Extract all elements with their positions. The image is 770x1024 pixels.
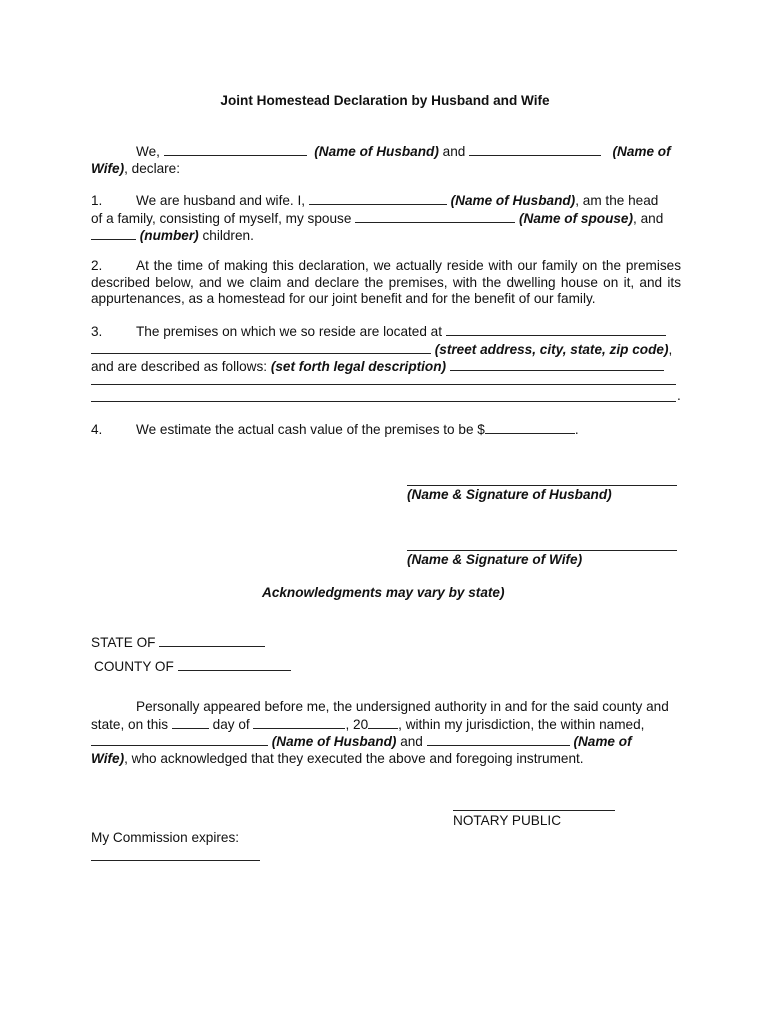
notary-wife: Wife) xyxy=(91,750,125,766)
p1-name-spouse: (Name of spouse) xyxy=(518,210,634,226)
p4-period: . xyxy=(574,422,579,437)
notary-paragraph xyxy=(91,699,681,767)
p3-legal-blank-1[interactable] xyxy=(450,358,664,371)
p4-value-blank[interactable] xyxy=(485,421,575,434)
intro-paragraph xyxy=(91,143,681,177)
notary-text-4: , who acknowledged that they executed the above and foregoing instrument. xyxy=(124,750,584,766)
p1-text-3: of a family, consisting of myself, my spouse xyxy=(91,210,352,226)
husband-name-blank[interactable] xyxy=(164,143,307,156)
state-of-row xyxy=(91,634,265,650)
intro-and: and xyxy=(442,144,466,159)
paragraph-1 xyxy=(91,192,681,245)
notary-and: and xyxy=(400,734,423,750)
paragraph-1-number: 1. xyxy=(91,193,103,208)
p4-text: We estimate the actual cash value of the premises to be $ xyxy=(136,422,485,437)
state-of-label: STATE OF xyxy=(91,635,156,650)
document-title: Joint Homestead Declaration by Husband and Wife xyxy=(220,93,550,108)
paragraph-3 xyxy=(91,323,681,376)
notary-name-husband: (Name of Husband) xyxy=(271,734,397,750)
commission-expires-line[interactable] xyxy=(91,860,260,861)
p3-legal-blank-3[interactable] xyxy=(91,401,676,402)
p3-location-blank-2[interactable] xyxy=(91,341,431,354)
intro-name-husband: (Name of Husband) xyxy=(314,144,439,159)
notary-text-1: Personally appeared before me, the undersigned authority in and for the said county and xyxy=(136,699,669,714)
p1-number-label: (number) xyxy=(139,228,199,244)
paragraph-4 xyxy=(91,421,681,439)
notary-text-2b: day of xyxy=(212,716,250,732)
intro-we: We, xyxy=(136,144,160,159)
paragraph-2 xyxy=(91,258,681,308)
p1-husband-blank[interactable] xyxy=(309,192,447,205)
p1-number-blank[interactable] xyxy=(91,227,136,240)
notary-text-2d: , within my jurisdiction, the within named, xyxy=(398,716,645,732)
intro-wife: Wife) xyxy=(91,160,125,176)
p3-location-blank-1[interactable] xyxy=(446,323,666,336)
wife-name-blank[interactable] xyxy=(469,143,601,156)
county-of-blank[interactable] xyxy=(178,658,291,671)
wife-signature-label: (Name & Signature of Wife) xyxy=(407,552,583,567)
county-of-row xyxy=(94,658,291,674)
p1-text-1: We are husband and wife. I, xyxy=(136,193,306,208)
notary-public-label: NOTARY PUBLIC xyxy=(453,813,562,828)
acknowledgments-heading: Acknowledgments may vary by state) xyxy=(262,585,505,600)
p3-text-2: and are described as follows: xyxy=(91,359,268,375)
p3-comma: , xyxy=(668,341,673,357)
notary-signature-line[interactable] xyxy=(453,810,615,811)
husband-signature-label: (Name & Signature of Husband) xyxy=(407,487,612,502)
notary-wife-blank[interactable] xyxy=(427,733,570,746)
paragraph-4-number: 4. xyxy=(91,422,103,437)
p2-text: At the time of making this declaration, we actually reside with our family on the premises described below, and we claim and declare the premises, with the dwelling house on it, and its appurtenances, as a homestead for our joint benefit and for the benefit of our family. xyxy=(91,258,681,307)
paragraph-2-number: 2. xyxy=(91,258,103,273)
p3-period: . xyxy=(677,388,681,403)
county-of-label: COUNTY OF xyxy=(94,659,174,674)
intro-name-of: (Name of xyxy=(612,144,671,159)
day-blank[interactable] xyxy=(172,716,209,729)
p1-spouse-blank[interactable] xyxy=(355,210,515,223)
notary-text-2a: state, on this xyxy=(91,716,169,732)
state-of-blank[interactable] xyxy=(159,634,265,647)
notary-husband-blank[interactable] xyxy=(91,733,268,746)
year-blank[interactable] xyxy=(368,716,398,729)
p3-legal-blank-2[interactable] xyxy=(91,384,676,385)
p1-text-2: , am the head xyxy=(575,193,659,208)
p1-text-5: children. xyxy=(198,228,254,244)
wife-signature-line[interactable] xyxy=(407,550,677,551)
paragraph-3-number: 3. xyxy=(91,324,103,339)
p3-address-label: (street address, city, state, zip code) xyxy=(434,341,669,357)
notary-text-2c: , 20 xyxy=(345,716,369,732)
p1-text-4: , and xyxy=(633,210,664,226)
month-blank[interactable] xyxy=(253,716,345,729)
p1-name-husband: (Name of Husband) xyxy=(450,193,576,208)
commission-label: My Commission expires: xyxy=(91,830,240,845)
notary-name-of: (Name of xyxy=(573,734,632,750)
p3-text-1: The premises on which we so reside are located at xyxy=(136,324,443,339)
intro-declare: , declare: xyxy=(124,160,181,176)
husband-signature-line[interactable] xyxy=(407,485,677,486)
p3-legal-label: (set forth legal description) xyxy=(270,359,447,375)
